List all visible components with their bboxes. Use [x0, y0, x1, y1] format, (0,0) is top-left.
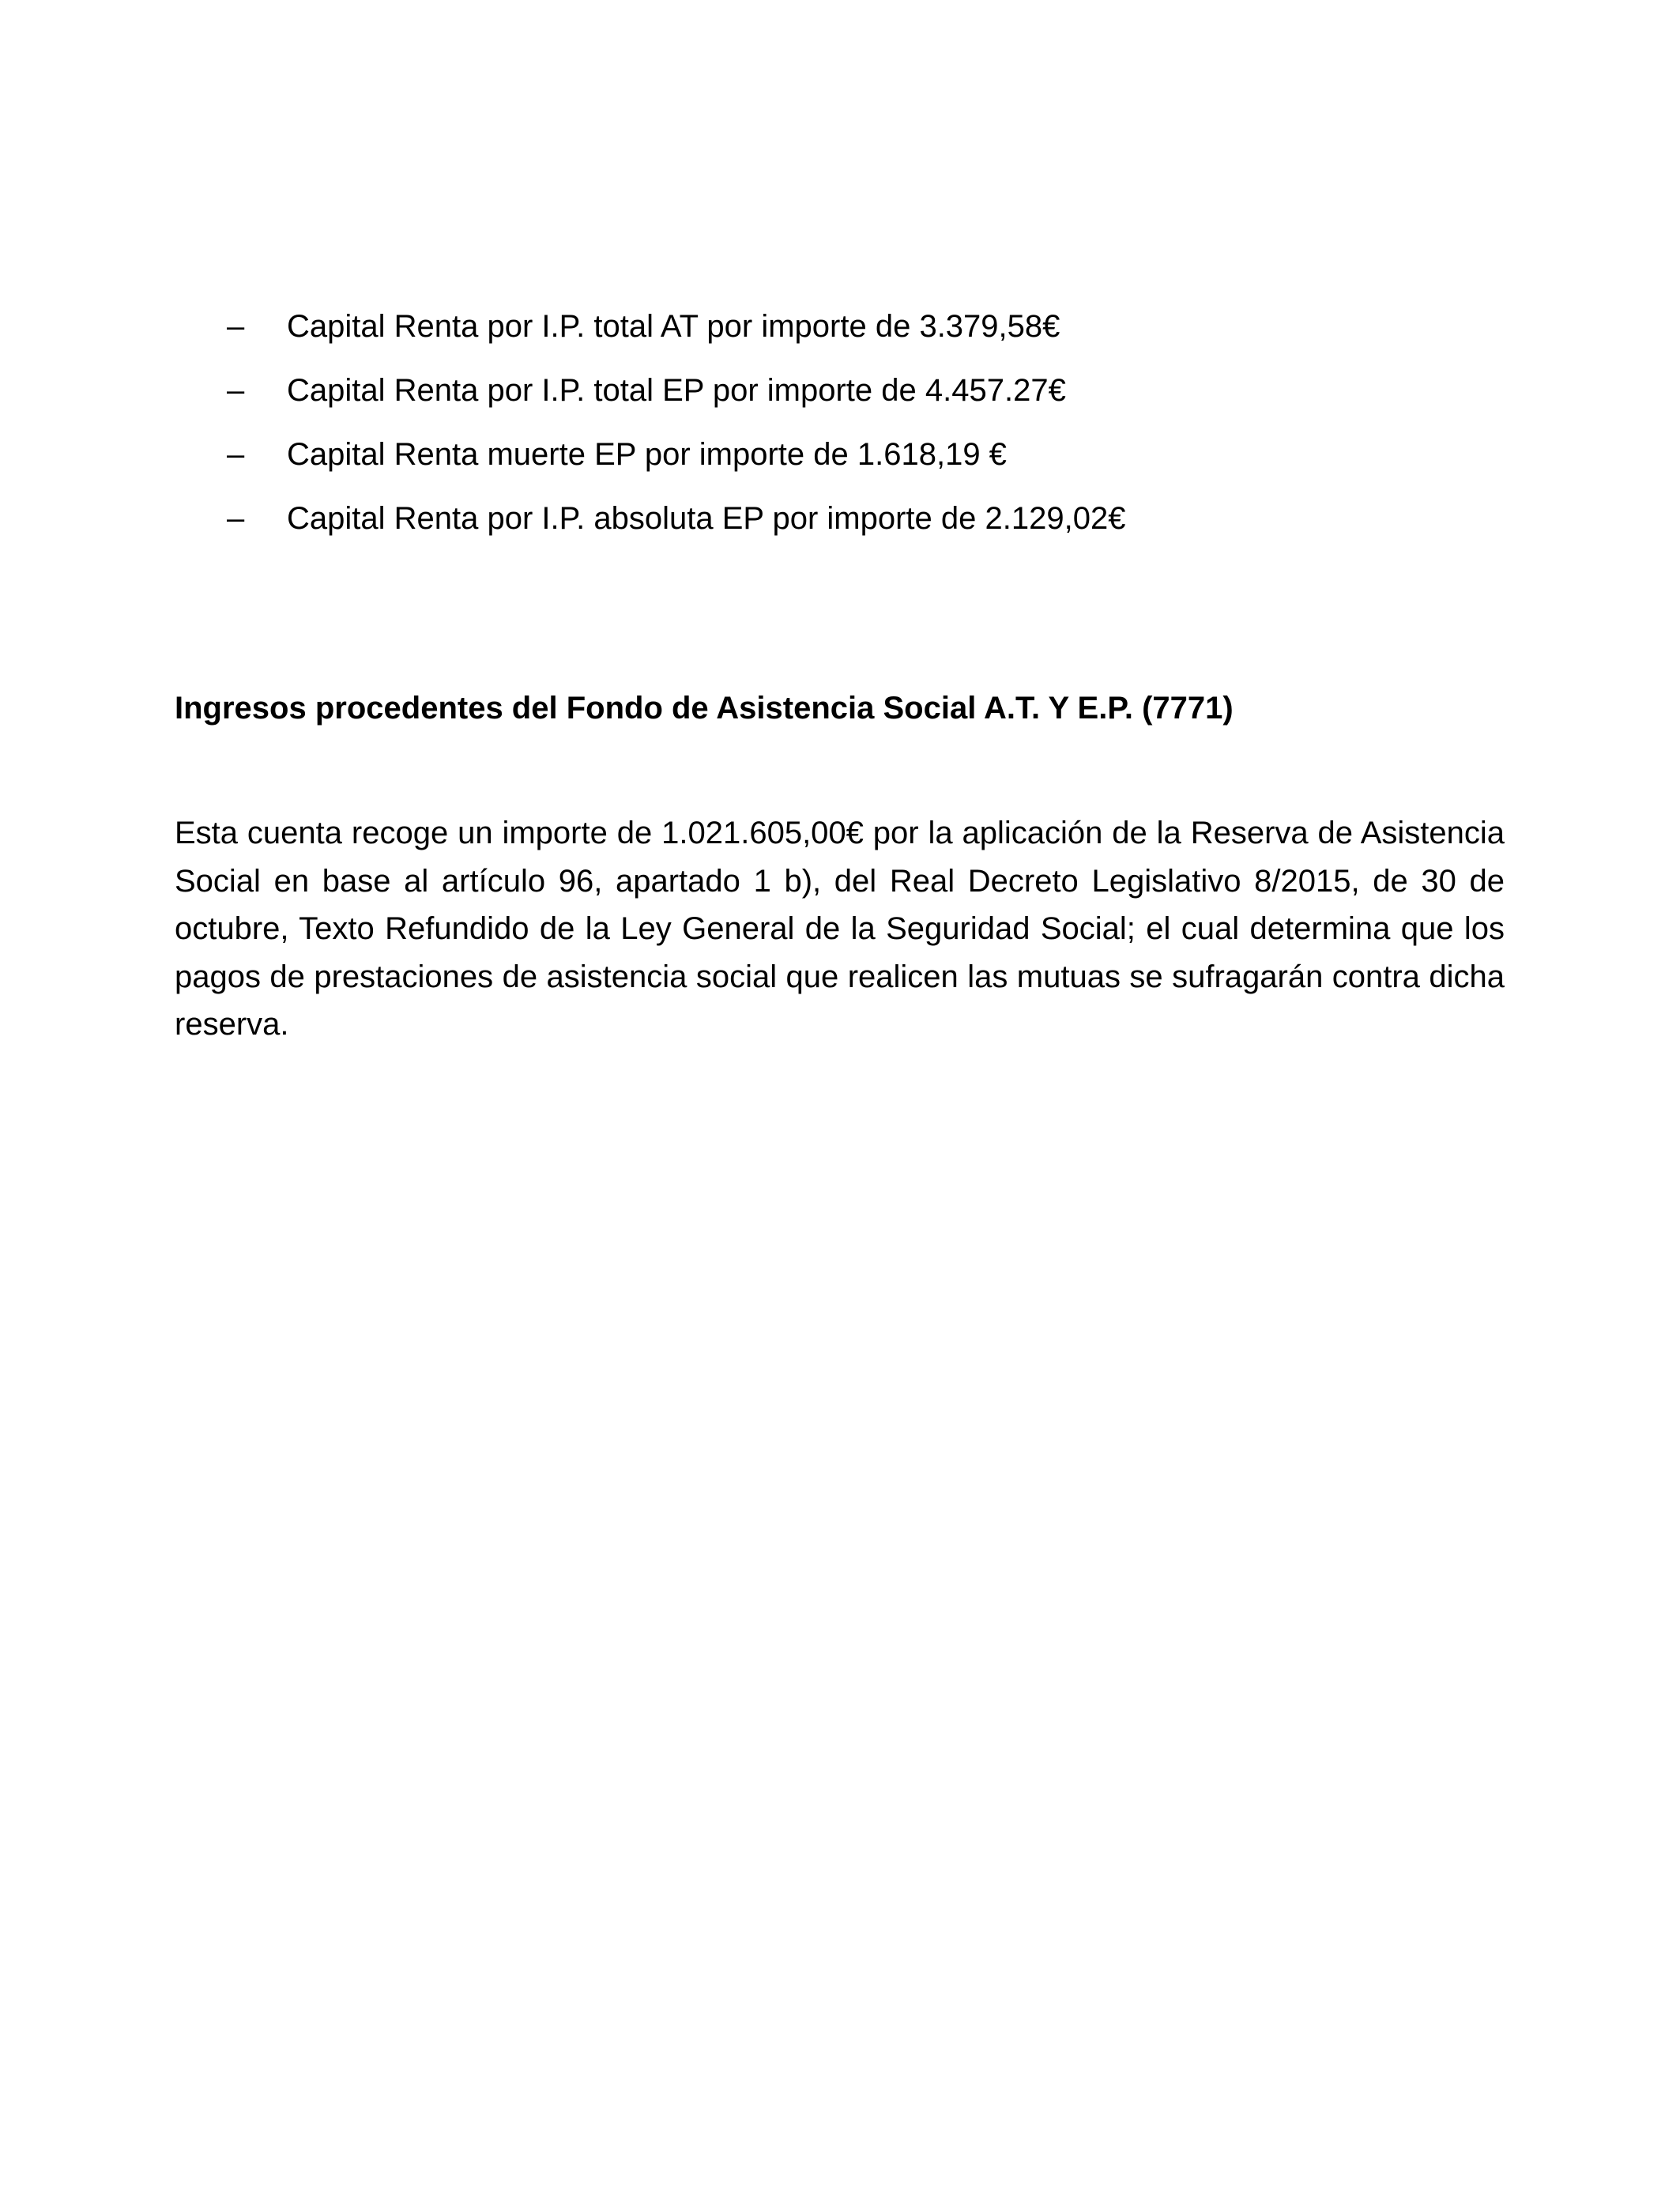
- list-item-text: Capital Renta por I.P. total EP por importe de 4.457.27€: [287, 373, 1066, 408]
- dash-bullet-icon: –: [227, 373, 245, 408]
- body-paragraph: Esta cuenta recoge un importe de 1.021.605,00€ por la aplicación de la Reserva de Asistencia Social en base al artículo 96, apartado 1 b), del Real Decreto Legislativo 8/2015, de 30 de octubre, Texto Refundido de la Ley General de la Seguridad Social; el cual determina que los pagos de prestaciones de asistencia social que realicen las mutuas se sufragarán contra dicha reserva.: [175, 816, 1505, 1042]
- dash-bullet-icon: –: [227, 309, 245, 344]
- list-item-text: Capital Renta por I.P. total AT por importe de 3.379,58€: [287, 309, 1060, 344]
- list-item: [0, 431, 1680, 495]
- list-item: [0, 367, 1680, 431]
- list-item-text: Capital Renta muerte EP por importe de 1.618,19 €: [287, 437, 1007, 472]
- list-item-text: Capital Renta por I.P. absoluta EP por importe de 2.129,02€: [287, 501, 1126, 536]
- dash-bullet-icon: –: [227, 437, 245, 472]
- capital-renta-list: [0, 303, 1680, 559]
- list-item: [0, 495, 1680, 559]
- dash-bullet-icon: –: [227, 501, 245, 536]
- list-item: [0, 303, 1680, 367]
- section-heading: Ingresos procedentes del Fondo de Asistencia Social A.T. Y E.P. (7771): [175, 691, 1234, 726]
